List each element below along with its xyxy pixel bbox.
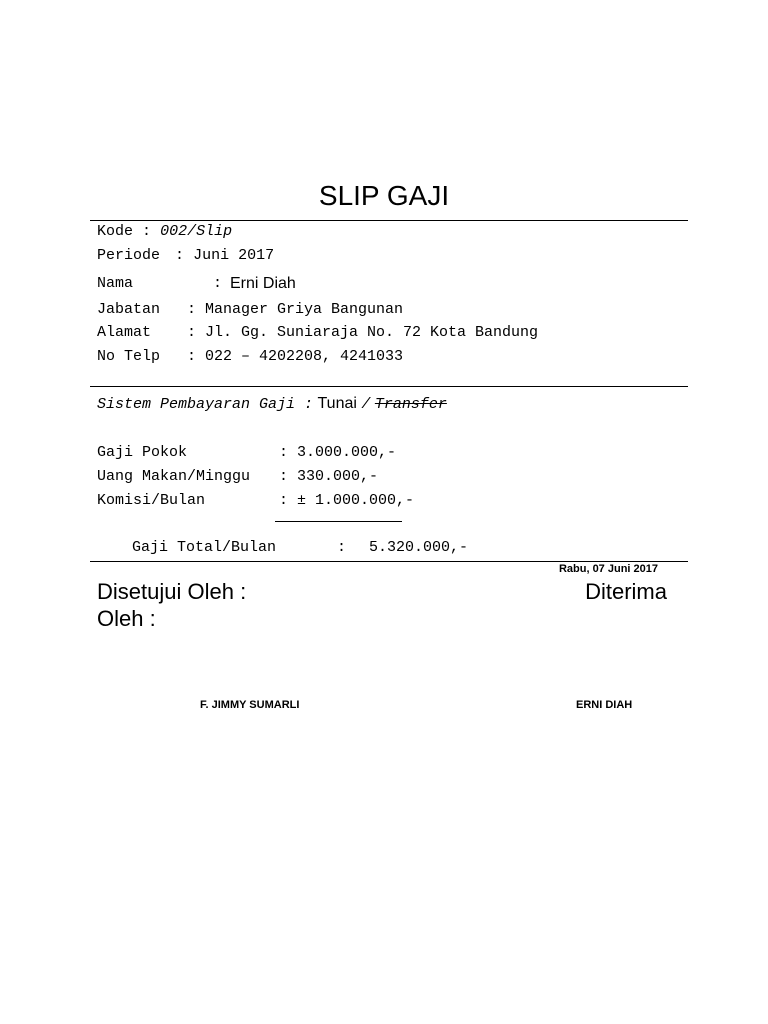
periode-sep: : xyxy=(175,247,185,264)
jabatan-sep: : xyxy=(187,301,197,318)
kode-value: 002/Slip xyxy=(160,223,233,240)
salary-sep-uang-makan: : xyxy=(279,468,289,485)
kode-label: Kode xyxy=(97,223,134,240)
received-label: Diterima xyxy=(585,579,667,604)
salary-value-komisi: ± 1.000.000,- xyxy=(297,492,415,509)
telp-label: No Telp xyxy=(97,348,161,365)
salary-value-uang-makan: 330.000,- xyxy=(297,468,379,485)
salary-label-uang-makan: Uang Makan/Minggu xyxy=(97,468,251,485)
total-value: 5.320.000,- xyxy=(369,539,469,556)
salary-label-gaji-pokok: Gaji Pokok xyxy=(97,444,188,461)
salary-label-komisi: Komisi/Bulan xyxy=(97,492,206,509)
periode-label: Periode xyxy=(97,247,161,264)
jabatan-label: Jabatan xyxy=(97,301,161,318)
salary-value-gaji-pokok: 3.000.000,- xyxy=(297,444,397,461)
alamat-label: Alamat xyxy=(97,324,152,341)
alamat-sep: : xyxy=(187,324,197,341)
received-label-cont: Oleh : xyxy=(97,606,156,631)
alamat-value: Jl. Gg. Suniaraja No. 72 Kota Bandung xyxy=(205,324,539,341)
nama-value: Erni Diah xyxy=(230,275,296,292)
payment-divider: / xyxy=(361,396,371,413)
signer-right-name: ERNI DIAH xyxy=(576,699,633,711)
periode-row xyxy=(97,247,274,264)
payment-option-transfer: Transfer xyxy=(374,396,447,413)
payment-option-tunai: Tunai xyxy=(317,395,357,412)
nama-sep: : xyxy=(213,275,223,292)
salary-sep-gaji-pokok: : xyxy=(279,444,289,461)
top-divider xyxy=(90,220,688,221)
slip-date: Rabu, 07 Juni 2017 xyxy=(558,563,658,575)
jabatan-value: Manager Griya Bangunan xyxy=(205,301,404,318)
kode-sep: : xyxy=(142,223,152,240)
nama-label: Nama xyxy=(97,275,134,292)
document-title: SLIP GAJI xyxy=(318,180,450,211)
total-label: Gaji Total/Bulan xyxy=(132,539,277,556)
total-sep: : xyxy=(337,539,347,556)
payment-system-label: Sistem Pembayaran Gaji : xyxy=(97,396,314,413)
periode-value: Juni 2017 xyxy=(193,247,275,264)
middle-divider xyxy=(90,386,688,387)
telp-sep: : xyxy=(187,348,197,365)
bottom-divider xyxy=(90,561,688,562)
approved-by-label: Disetujui Oleh : xyxy=(97,579,247,604)
salary-sep-komisi: : xyxy=(279,492,289,509)
telp-value: 022 – 4202208, 4241033 xyxy=(205,348,404,365)
signer-left-name: F. JIMMY SUMARLI xyxy=(200,699,300,711)
kode-row xyxy=(97,223,232,240)
payment-system-row xyxy=(97,395,447,413)
sum-underline xyxy=(275,521,402,522)
